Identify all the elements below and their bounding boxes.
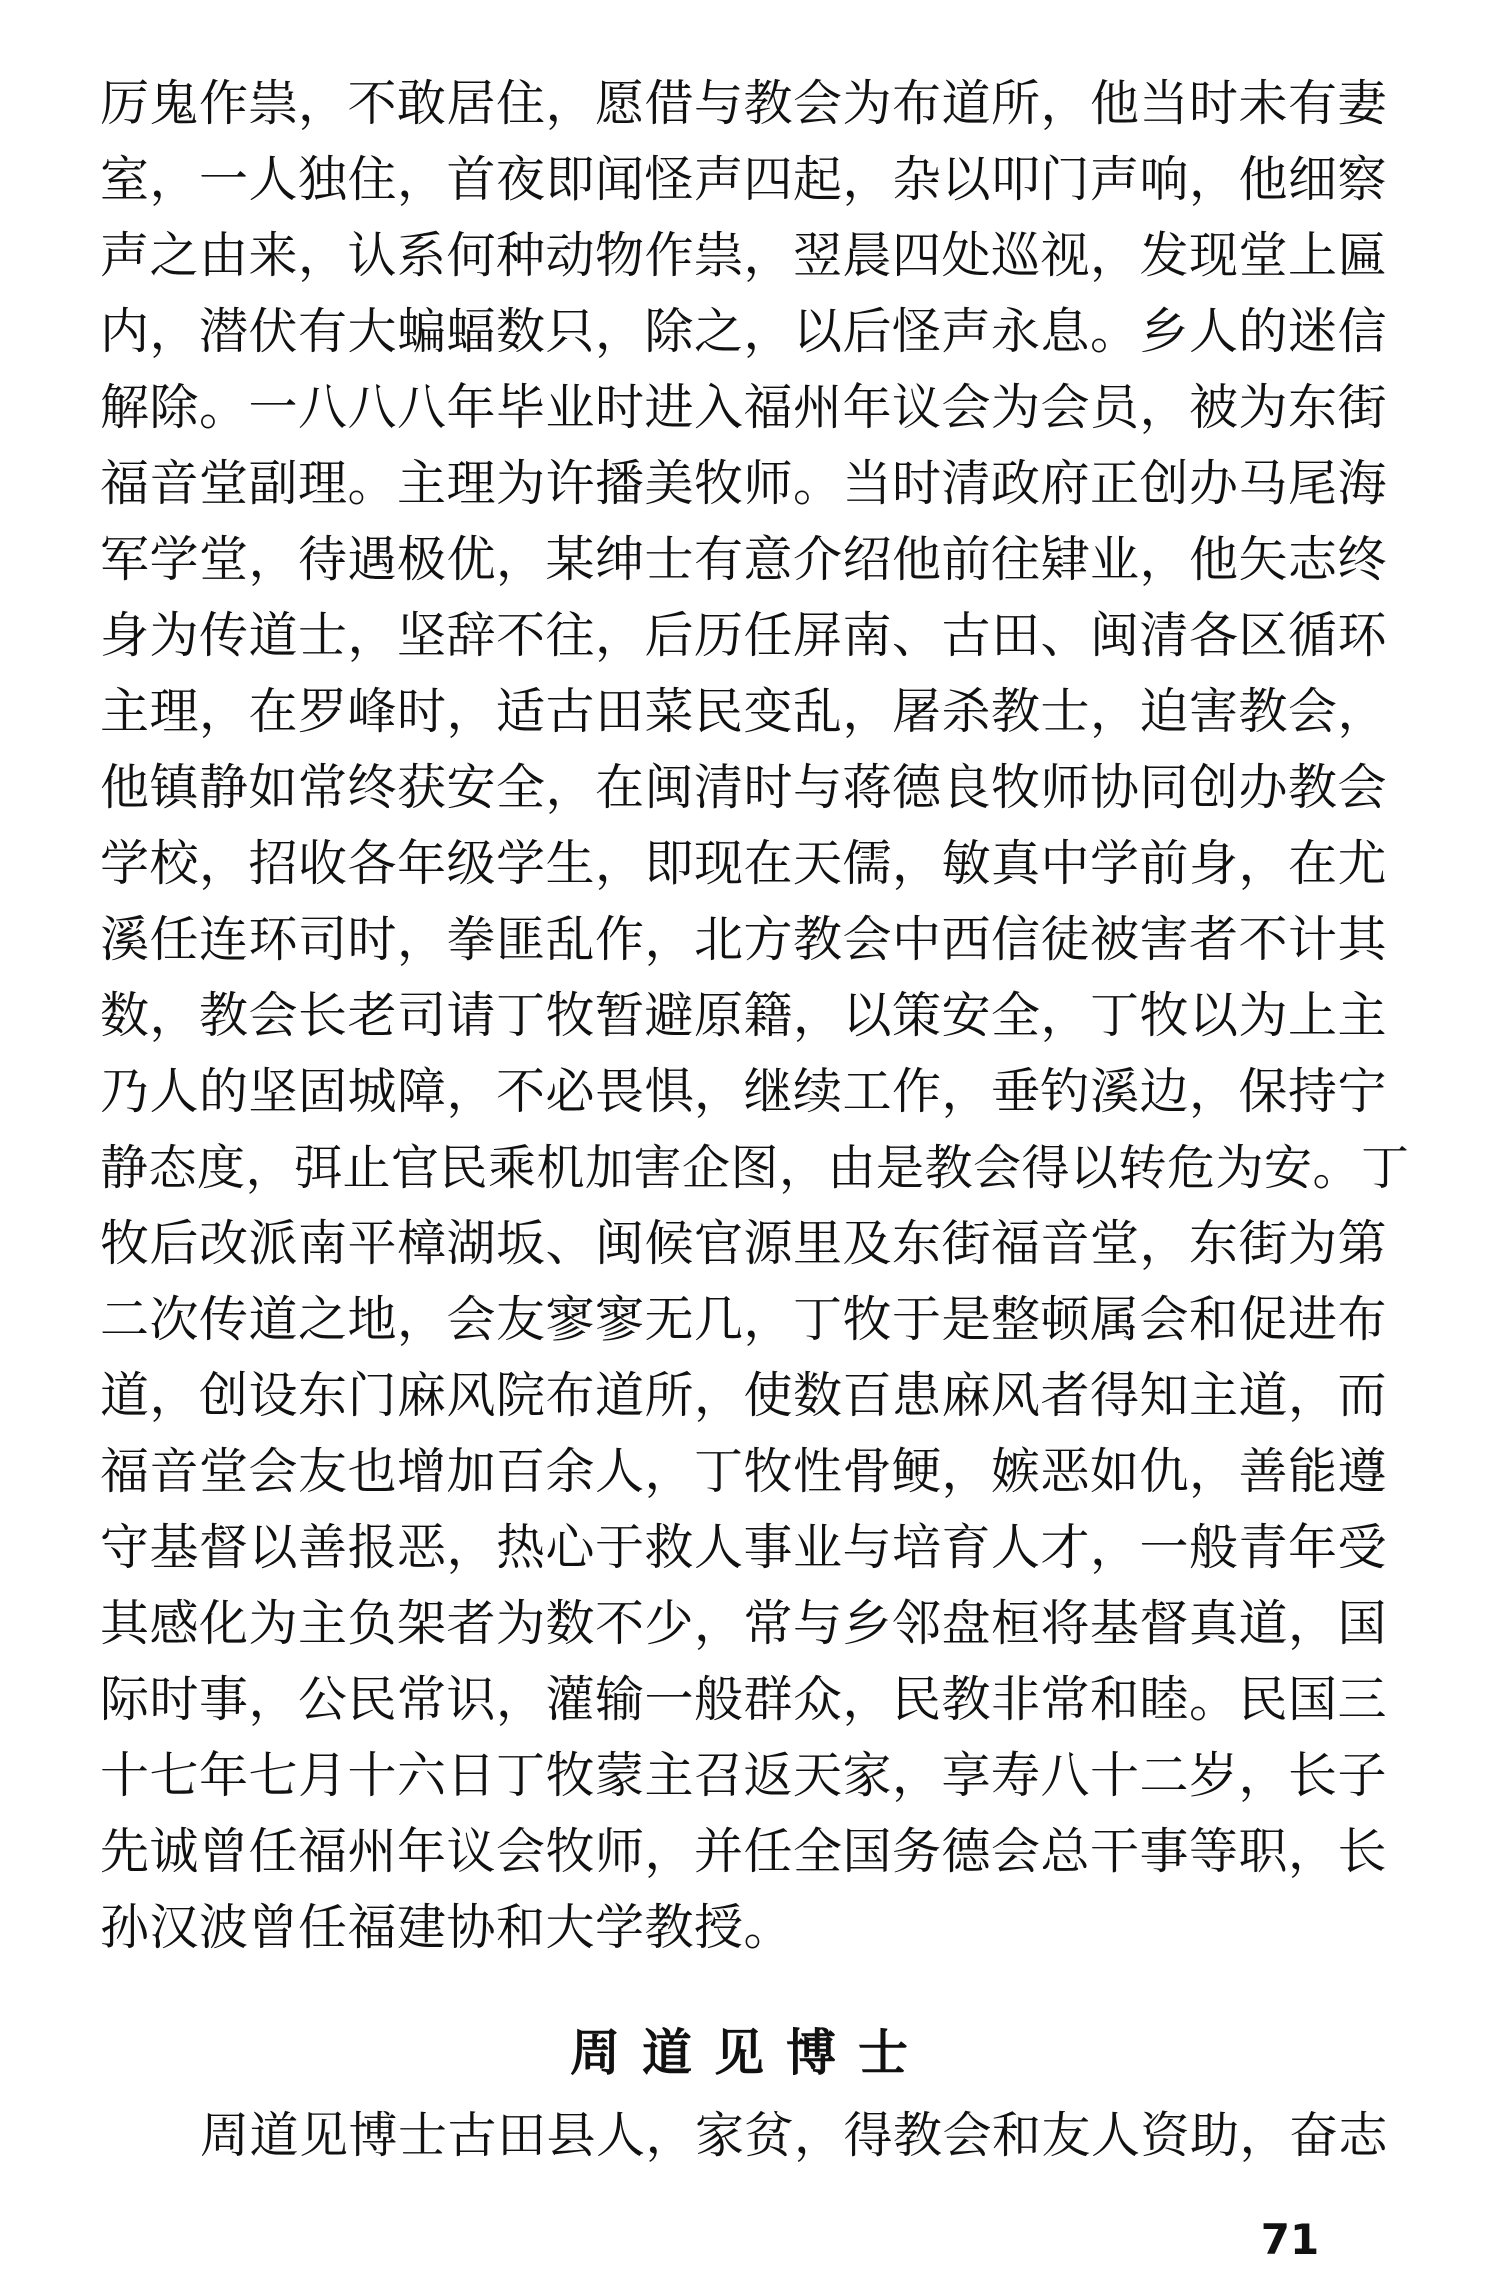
- body-line: 其感化为主负架者为数不少，常与乡邻盘桓将基督真道，国: [100, 1595, 1388, 1652]
- body-line: 乃人的坚固城障，不必畏惧，继续工作，垂钓溪边，保持宁: [100, 1063, 1388, 1120]
- body-line: 际时事，公民常识，灌输一般群众，民教非常和睦。民国三: [100, 1671, 1388, 1728]
- body-line: 主理，在罗峰时，适古田菜民变乱，屠杀教士，迫害教会，: [100, 683, 1388, 740]
- body-line: 身为传道士，坚辞不往，后历任屏南、古田、闽清各区循环: [100, 607, 1388, 664]
- body-line: 解除。一八八八年毕业时进入福州年议会为会员，被为东街: [100, 379, 1388, 436]
- body-line: 十七年七月十六日丁牧蒙主召返天家，享寿八十二岁，长子: [100, 1747, 1388, 1804]
- body-line: 先诚曾任福州年议会牧师，并任全国务德会总干事等职，长: [100, 1823, 1388, 1880]
- section-heading: 周道见博士: [570, 2024, 930, 2082]
- body-line: 孙汉波曾任福建协和大学教授。: [100, 1899, 794, 1956]
- body-line: 二次传道之地，会友寥寥无几，丁牧于是整顿属会和促进布: [100, 1291, 1388, 1348]
- body-line: 道，创设东门麻风院布道所，使数百患麻风者得知主道，而: [100, 1367, 1388, 1424]
- body-line: 数，教会长老司请丁牧暂避原籍，以策安全，丁牧以为上主: [100, 987, 1388, 1044]
- body-line: 厉鬼作祟，不敢居住，愿借与教会为布道所，他当时未有妻: [100, 75, 1388, 132]
- body-line: 牧后改派南平樟湖坂、闽候官源里及东街福音堂，东街为第: [100, 1215, 1388, 1272]
- body-line: 学校，招收各年级学生，即现在天儒，敏真中学前身，在尤: [100, 835, 1388, 892]
- body-line: 内，潜伏有大蝙蝠数只，除之，以后怪声永息。乡人的迷信: [100, 303, 1388, 360]
- body-line: 声之由来，认系何种动物作祟，翌晨四处巡视，发现堂上匾: [100, 227, 1388, 284]
- body-line: 福音堂会友也增加百余人，丁牧性骨鲠，嫉恶如仇，善能遵: [100, 1443, 1388, 1500]
- body-line: 溪任连环司时，拳匪乱作，北方教会中西信徒被害者不计其: [100, 911, 1388, 968]
- body-line: 福音堂副理。主理为许播美牧师。当时清政府正创办马尾海: [100, 455, 1388, 512]
- body-line: 室，一人独住，首夜即闻怪声四起，杂以叩门声响，他细察: [100, 151, 1388, 208]
- body-line: 他镇静如常终获安全，在闽清时与蒋德良牧师协同创办教会: [100, 759, 1388, 816]
- body-line: 守基督以善报恶，热心于救人事业与培育人才，一般青年受: [100, 1519, 1388, 1576]
- body-line: 静态度，弭止官民乘机加害企图，由是教会得以转危为安。丁: [100, 1140, 1410, 1196]
- body-line: 军学堂，待遇极优，某绅士有意介绍他前往肄业，他矢志终: [100, 531, 1388, 588]
- section-first-line: 周道见博士古田县人，家贫，得教会和友人资助，奋志: [200, 2107, 1389, 2164]
- page-number: 71: [1260, 2215, 1320, 2264]
